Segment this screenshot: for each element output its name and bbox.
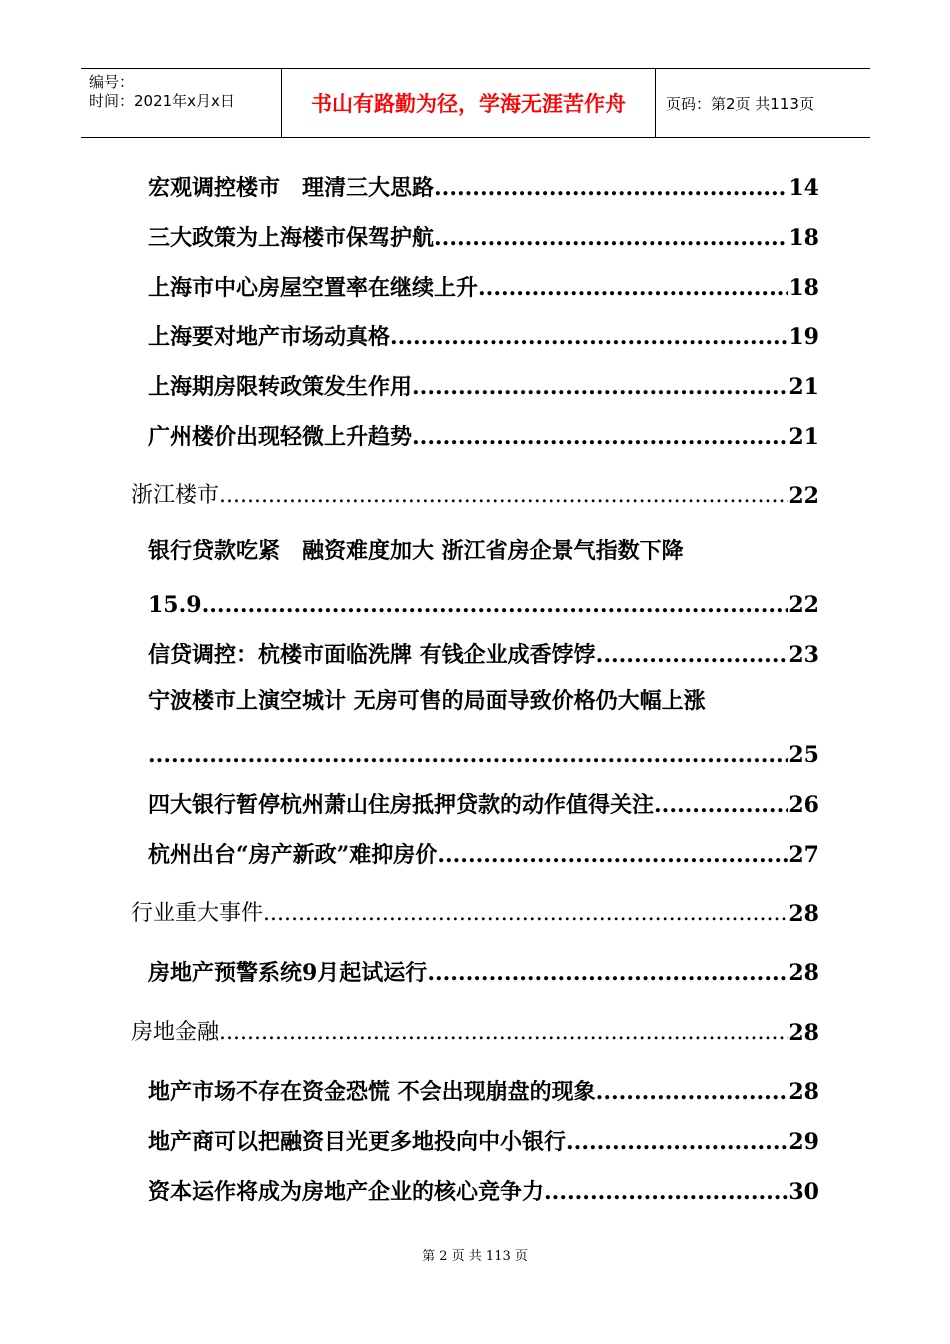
toc-entry-title: 地产市场不存在资金恐慌 不会出现崩盘的现象 (148, 1079, 596, 1105)
toc-entry-title: 上海市中心房屋空置率在继续上升 (148, 275, 479, 301)
toc-entry[interactable] (148, 366, 819, 402)
toc-entry-title-line1[interactable]: 宁波楼市上演空城计 无房可售的局面导致价格仍大幅上涨 (148, 688, 706, 714)
toc-entry[interactable] (148, 167, 819, 203)
document-time-label: 时间：2021年x月x日 (89, 92, 235, 110)
toc-leader-dots (219, 481, 788, 511)
toc-entry-page: 21 (788, 424, 819, 450)
toc-section[interactable] (131, 1012, 819, 1048)
toc-entry-page: 18 (788, 275, 819, 301)
toc-entry[interactable] (148, 734, 819, 770)
toc-entry[interactable] (148, 1071, 819, 1107)
document-number-label: 编号： (89, 73, 135, 91)
toc-entry-page: 28 (788, 960, 819, 986)
toc-section[interactable] (131, 475, 819, 511)
toc-entry-title: 15.9 (148, 592, 202, 618)
toc-leader-dots (437, 840, 788, 870)
toc-leader-dots (412, 422, 788, 452)
toc-leader-dots (412, 372, 788, 402)
toc-entry-page: 22 (788, 592, 819, 618)
toc-entry-title: 房地产预警系统9月起试运行 (148, 960, 428, 986)
toc-entry-title: 上海要对地产市场动真格 (148, 324, 391, 350)
toc-leader-dots (263, 899, 788, 929)
toc-entry-page: 26 (788, 792, 819, 818)
toc-entry[interactable] (148, 784, 819, 820)
page-footer: 第 2 页 共 113 页 (422, 1249, 528, 1264)
toc-leader-dots (654, 790, 788, 820)
toc-entry-page: 18 (788, 225, 819, 251)
toc-entry-title: 宏观调控楼市 理清三大思路 (148, 175, 435, 201)
toc-entry[interactable] (148, 952, 819, 988)
toc-entry[interactable] (148, 1121, 819, 1157)
toc-entry[interactable] (148, 416, 819, 452)
toc-leader-dots (596, 640, 789, 670)
toc-section-title: 浙江楼市 (131, 483, 220, 508)
toc-entry[interactable] (148, 834, 819, 870)
toc-section-title: 房地金融 (131, 1020, 220, 1045)
toc-leader-dots (434, 173, 788, 203)
toc-entry[interactable] (148, 634, 819, 670)
header-page-info: 页码：第2页 共113页 (666, 94, 814, 113)
toc-entry-page: 30 (788, 1179, 819, 1205)
toc-leader-dots (219, 1018, 788, 1048)
toc-entry-page: 29 (788, 1129, 819, 1155)
toc-entry-page: 14 (788, 175, 819, 201)
toc-entry-page: 28 (788, 1079, 819, 1105)
toc-leader-dots (427, 958, 788, 988)
toc-entry[interactable] (148, 267, 819, 303)
toc-entry-title: 地产商可以把融资目光更多地投向中小银行 (148, 1129, 567, 1155)
toc-leader-dots (544, 1177, 788, 1207)
toc-entry[interactable] (148, 584, 819, 620)
header-motto: 书山有路勤为径，学海无涯苦作舟 (282, 69, 656, 137)
toc-section-page: 28 (788, 1020, 819, 1046)
toc-entry-title: 四大银行暂停杭州萧山住房抵押贷款的动作值得关注 (148, 792, 655, 818)
toc-leader-dots (202, 590, 789, 620)
toc-entry-page: 21 (788, 374, 819, 400)
toc-section-title: 行业重大事件 (131, 901, 264, 926)
toc-section-page: 22 (788, 483, 819, 509)
page-header (81, 68, 870, 138)
toc-entry-title: 杭州出台“房产新政”难抑房价 (148, 842, 438, 868)
toc-entry-title: 资本运作将成为房地产企业的核心竞争力 (148, 1179, 545, 1205)
toc-leader-dots (434, 223, 788, 253)
toc-leader-dots (566, 1127, 788, 1157)
toc-leader-dots (596, 1077, 789, 1107)
toc-entry-title: 三大政策为上海楼市保驾护航 (148, 225, 435, 251)
toc-entry-title: 信贷调控：杭楼市面临洗牌 有钱企业成香饽饽 (148, 642, 596, 668)
toc-entry[interactable] (148, 217, 819, 253)
toc-leader-dots (148, 740, 788, 770)
toc-entry-page: 19 (788, 324, 819, 350)
toc-entry-title: 广州楼价出现轻微上升趋势 (148, 424, 413, 450)
toc-leader-dots (390, 322, 788, 352)
toc-entry-title-line1[interactable]: 银行贷款吃紧 融资难度加大 浙江省房企景气指数下降 (148, 538, 684, 564)
toc-entry[interactable] (148, 1171, 819, 1207)
header-meta (81, 69, 282, 137)
toc-entry-page: 25 (788, 742, 819, 768)
toc-leader-dots (478, 273, 788, 303)
toc-section-page: 28 (788, 901, 819, 927)
toc-entry-title: 上海期房限转政策发生作用 (148, 374, 413, 400)
toc-entry[interactable] (148, 316, 819, 352)
toc-section[interactable] (131, 893, 819, 929)
toc-entry-page: 27 (788, 842, 819, 868)
toc-entry-page: 23 (788, 642, 819, 668)
